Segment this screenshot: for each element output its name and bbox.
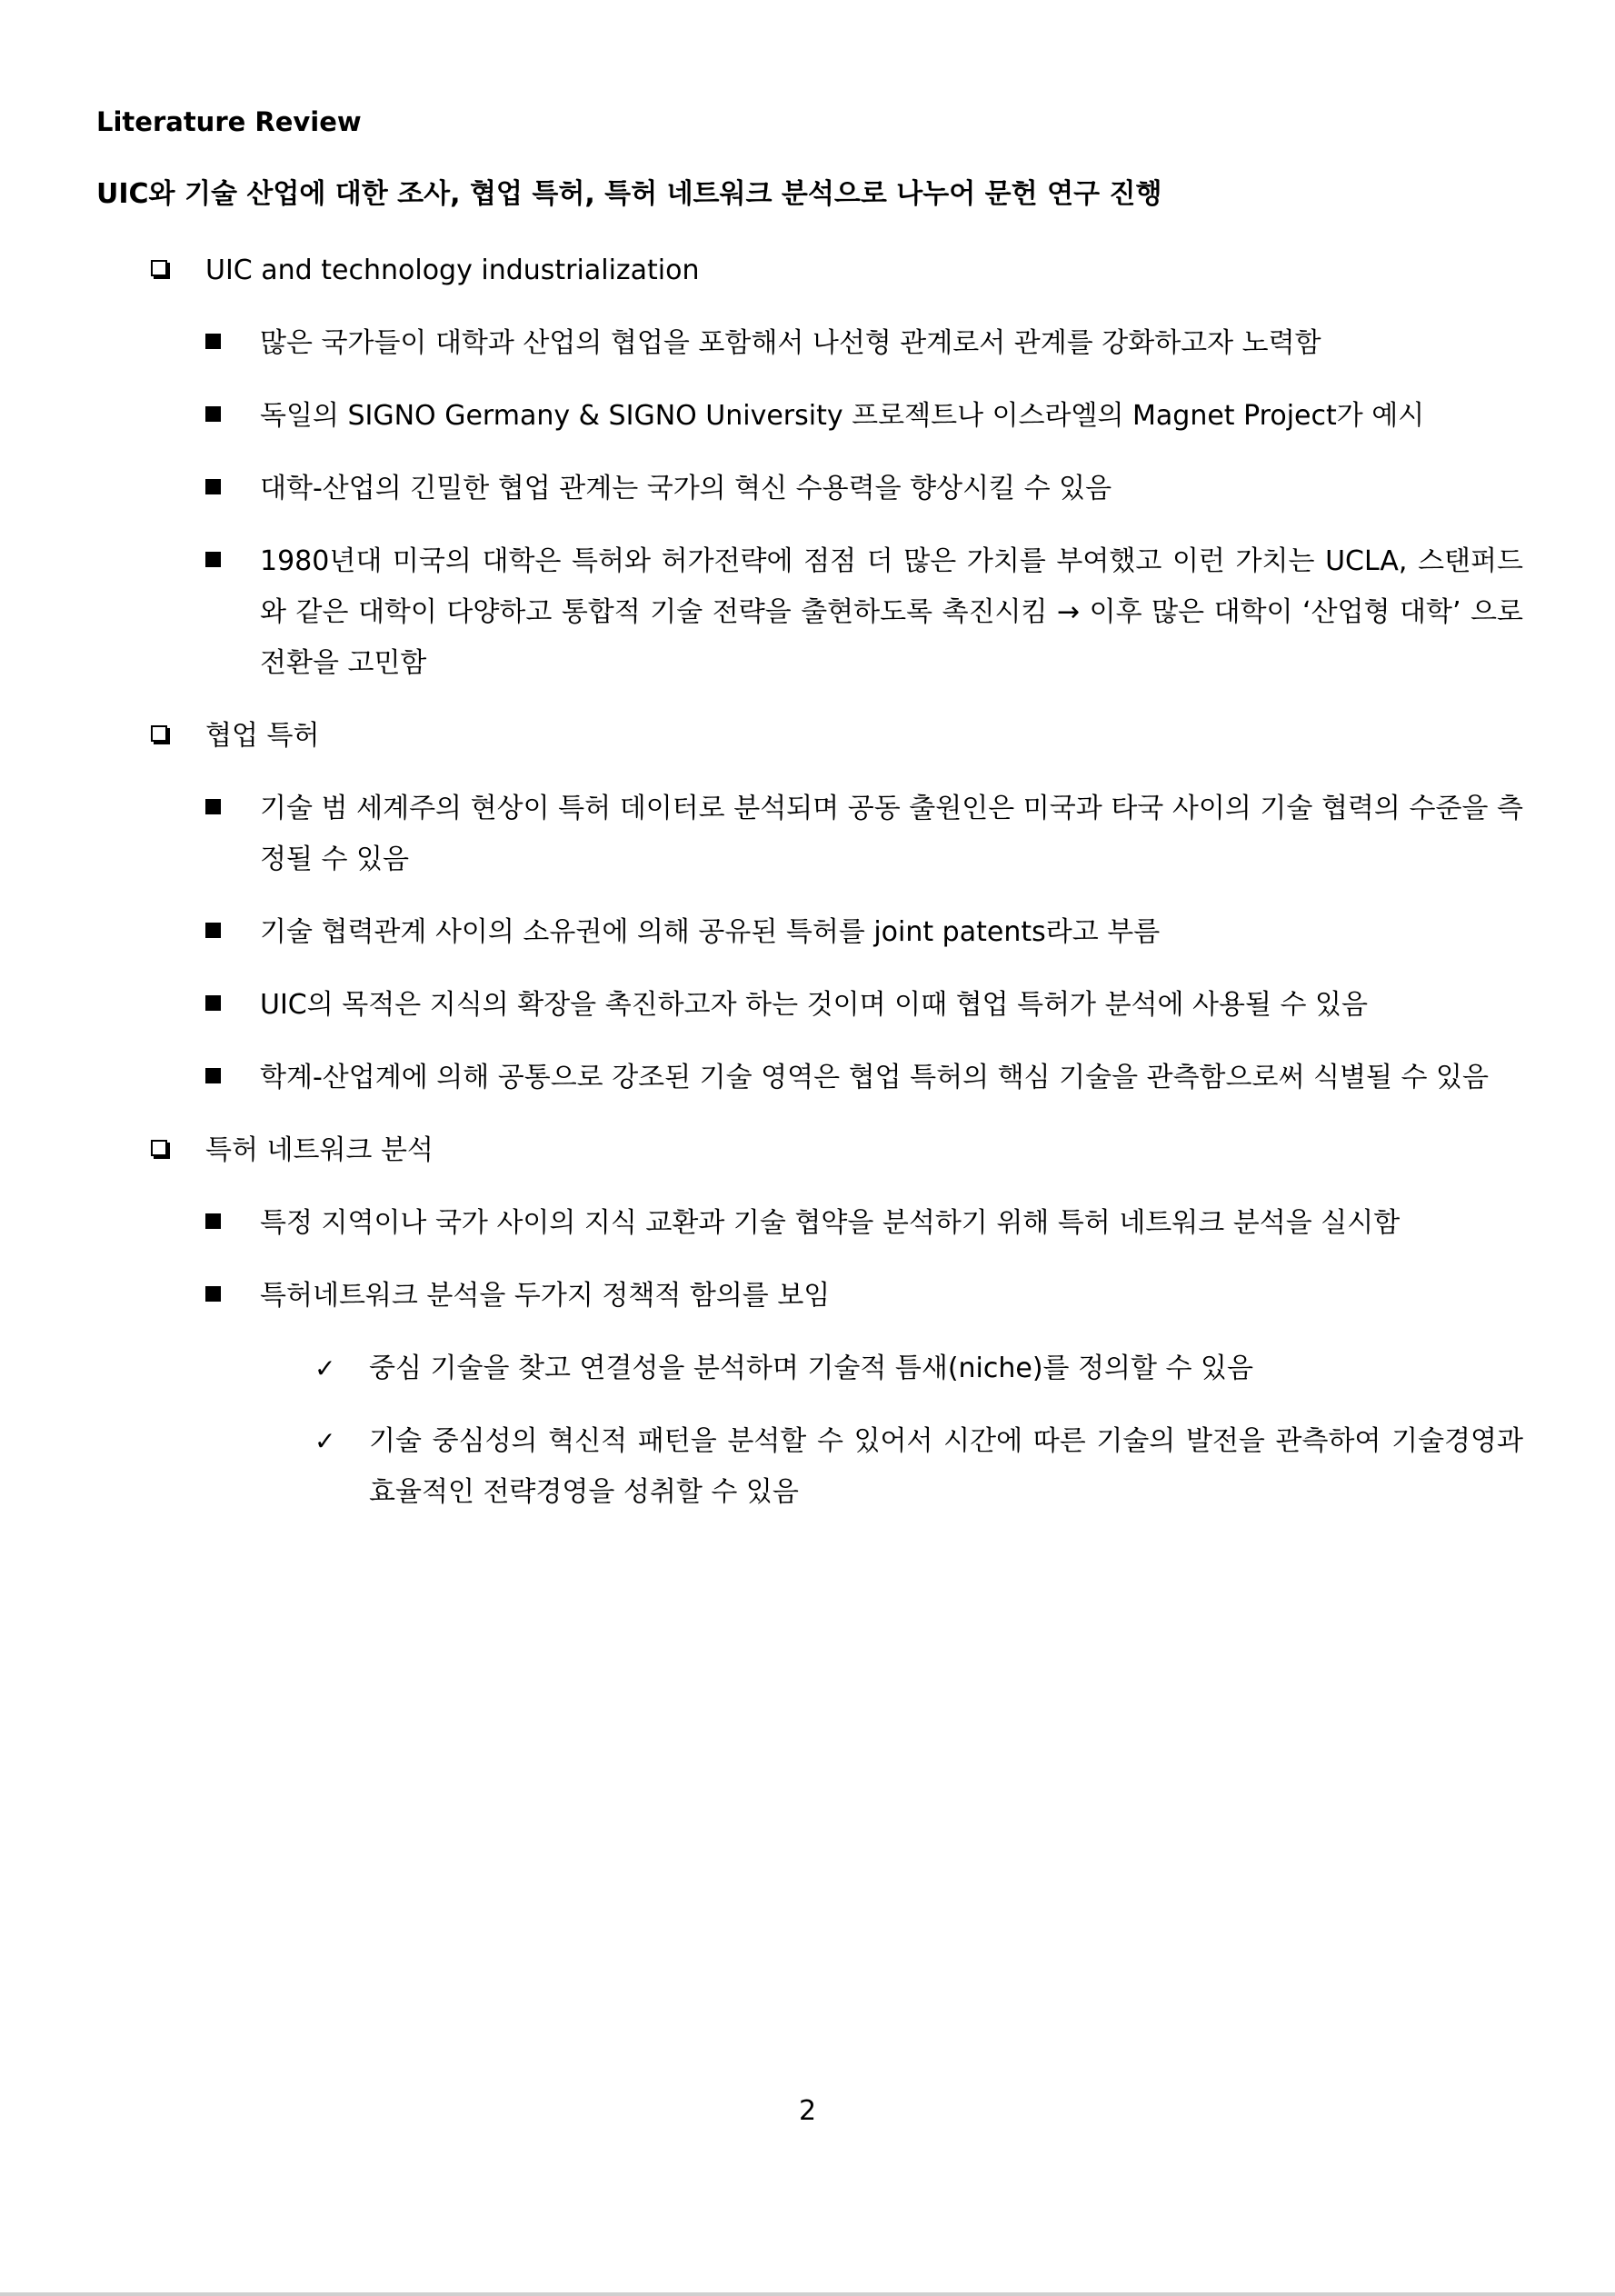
section-heading-patent-network (96, 1125, 1523, 1176)
list-item (96, 464, 1523, 514)
document-subtitle: UIC와 기술 산업에 대한 조사, 협업 특허, 특허 네트워크 분석으로 나누어 문헌 연구 진행 (96, 178, 1162, 210)
square-bullet-icon (205, 464, 221, 514)
square-bullet-icon (205, 318, 221, 369)
square-bullet-icon (205, 784, 221, 834)
list-item (96, 980, 1523, 1031)
list-item-text: 대학-산업의 긴밀한 협업 관계는 국가의 혁신 수용력을 향상시킬 수 있음 (260, 473, 1112, 504)
list-item-text: 많은 국가들이 대학과 산업의 협업을 포함해서 나선형 관계로서 관계를 강화하고자 노력함 (260, 327, 1321, 359)
list-item (96, 391, 1523, 442)
list-item (96, 318, 1523, 369)
square-bullet-icon (205, 536, 221, 587)
square-bullet-icon (205, 1198, 221, 1249)
section-heading-uic (96, 245, 1523, 296)
list-item-text: 특정 지역이나 국가 사이의 지식 교환과 기술 협약을 분석하기 위해 특허 네트워크 분석을 실시함 (260, 1207, 1401, 1239)
check-mark-icon: ✓ (314, 1426, 336, 1456)
section-heading-joint-patents (96, 711, 1523, 762)
page-number: 2 (798, 2095, 817, 2127)
sub-list-item-text: 기술 중심성의 혁신적 패턴을 분석할 수 있어서 시간에 따른 기술의 발전을 관측하여 기술경영과 효율적인 전략경영을 성취할 수 있음 (369, 1425, 1523, 1508)
list-item (96, 1271, 1523, 1322)
section-heading-text: UIC and technology industrialization (205, 255, 700, 286)
section-heading-text: 협업 특허 (205, 720, 320, 752)
list-item-text: 학계-산업계에 의해 공통으로 강조된 기술 영역은 협업 특허의 핵심 기술을 관측함으로써 식별될 수 있음 (260, 1062, 1489, 1093)
square-bullet-icon (205, 391, 221, 442)
sub-list-item-text: 중심 기술을 찾고 연결성을 분석하며 기술적 틈새(niche)를 정의할 수 있음 (369, 1353, 1254, 1384)
sub-list-item (96, 1416, 1523, 1518)
square-bullet-icon (205, 980, 221, 1031)
section-bullet-icon (151, 245, 167, 296)
section-heading-text: 특허 네트워크 분석 (205, 1134, 434, 1166)
document-title: Literature Review (96, 106, 362, 137)
section-bullet-icon (151, 711, 167, 762)
square-bullet-icon (205, 1053, 221, 1103)
list-item (96, 1198, 1523, 1249)
check-mark-icon: ✓ (314, 1353, 336, 1383)
page-edge-divider (0, 2292, 1615, 2296)
list-item-text: 특허네트워크 분석을 두가지 정책적 함의를 보임 (260, 1280, 831, 1312)
sub-list-item (96, 1343, 1523, 1394)
list-item-text: 독일의 SIGNO Germany & SIGNO University 프로젝트나 이스라엘의 Magnet Project가 예시 (260, 400, 1425, 432)
list-item-text: 1980년대 미국의 대학은 특허와 허가전략에 점점 더 많은 가치를 부여했고 이런 가치는 UCLA, 스탠퍼드와 같은 대학이 다양하고 통합적 기술 전략을 출현하도록 촉진시킴 → 이후 많은 대학이 ‘산업형 대학’ 으로 전환을 고민함 (260, 545, 1523, 679)
square-bullet-icon (205, 1271, 221, 1322)
section-bullet-icon (151, 1125, 167, 1176)
list-item-text: UIC의 목적은 지식의 확장을 촉진하고자 하는 것이며 이때 협업 특허가 분석에 사용될 수 있음 (260, 989, 1369, 1021)
square-bullet-icon (205, 907, 221, 958)
list-item (96, 536, 1523, 689)
document-body (96, 102, 1523, 1540)
list-item-text: 기술 협력관계 사이의 소유권에 의해 공유된 특허를 joint patents라고 부름 (260, 916, 1161, 948)
list-item (96, 907, 1523, 958)
list-item (96, 1053, 1523, 1103)
list-item-text: 기술 범 세계주의 현상이 특허 데이터로 분석되며 공동 출원인은 미국과 타국 사이의 기술 협력의 수준을 측정될 수 있음 (260, 793, 1523, 875)
list-item (96, 784, 1523, 885)
